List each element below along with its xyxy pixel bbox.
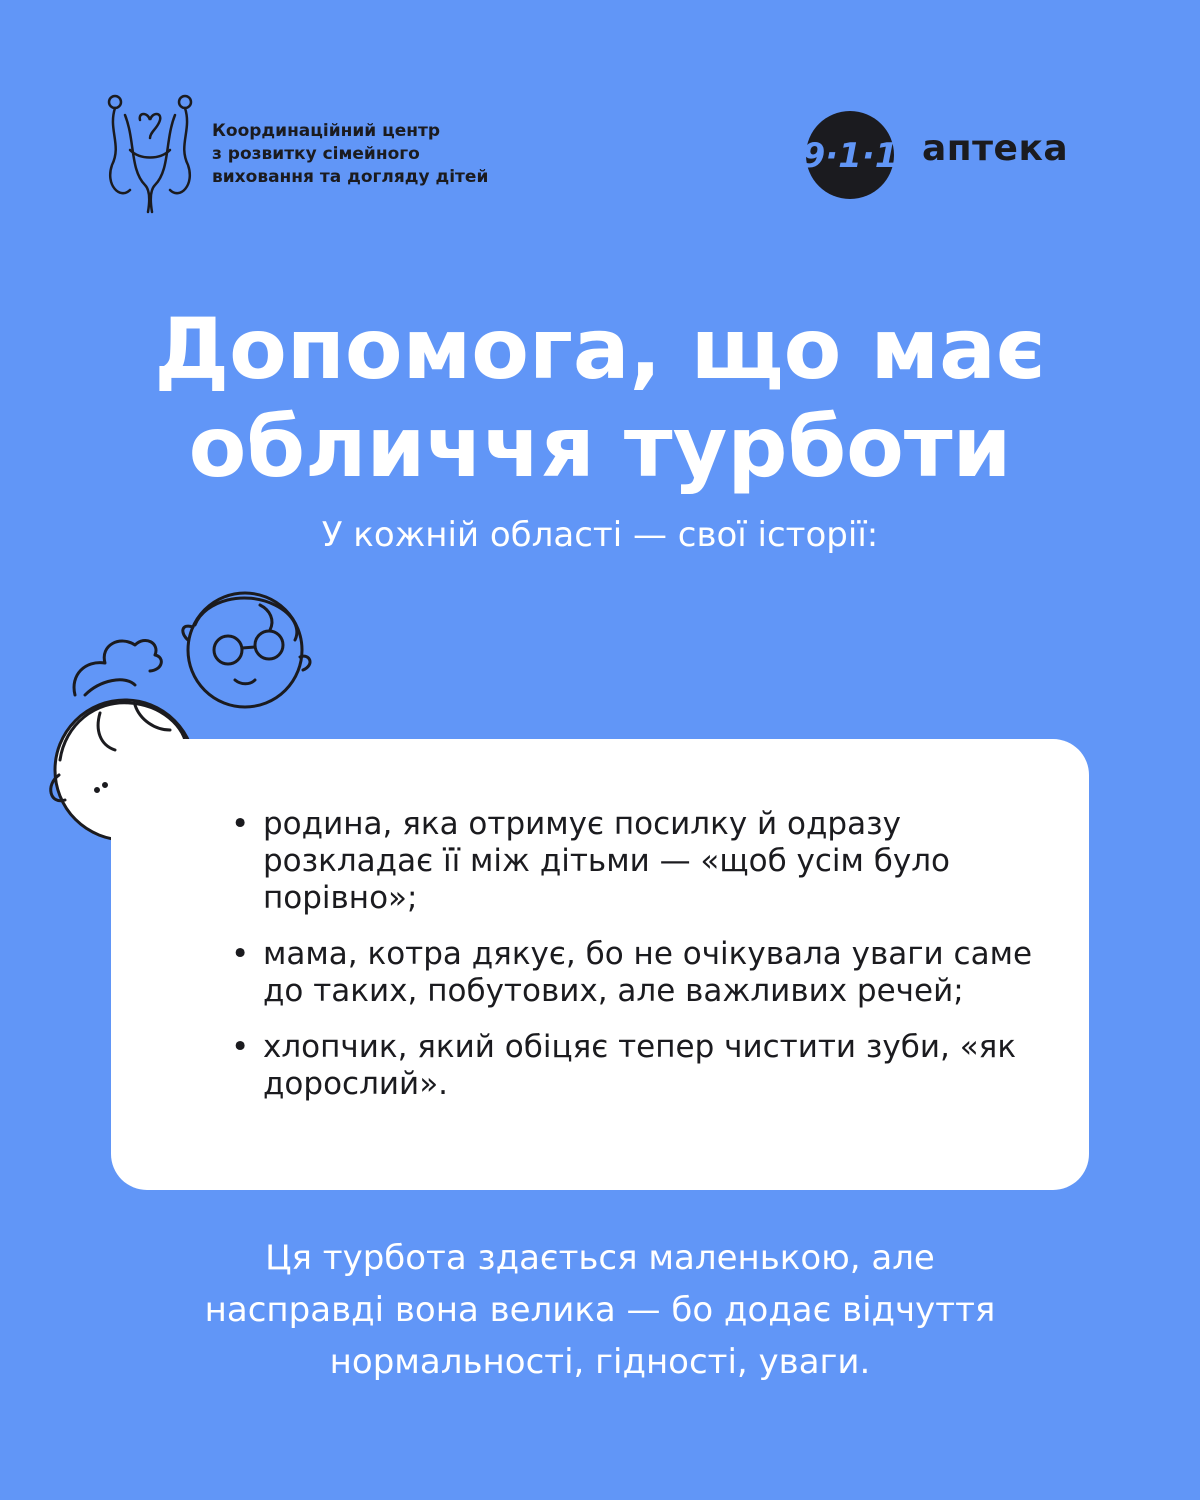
title-line: Допомога, що має [154,300,1046,398]
footer-line: нормальності, гідності, уваги. [329,1342,871,1382]
footer-line: Ця турбота здається маленькою, але [265,1238,935,1278]
org-name [212,120,542,189]
story-item: • мама, котра дякує, бо не очікувала уваги саме до таких, побутових, але важливих речей; [263,936,1043,1010]
partner-logo [800,100,1100,210]
subtitle: У кожній області — свої історії: [321,515,879,555]
footer-line: насправді вона велика — бо додає відчуття [204,1290,996,1330]
title-line: обличчя турботи [188,398,1012,496]
story-item: • родина, яка отримує посилку й одразу розкладає її між дітьми — «щоб усім було порівно»; [263,806,1043,917]
stories-list [263,806,1043,1122]
partner-name: аптека [922,128,1069,169]
org-name-line: Координаційний центр [212,121,441,141]
org-logo [100,90,540,220]
partner-logo-mark: 9·1·1 [801,136,899,176]
family-figures-logo-icon [100,90,200,220]
story-item: • хлопчик, який обіцяє тепер чистити зуби, «як дорослий». [263,1029,1043,1103]
org-name-line: виховання та догляду дітей [212,167,489,187]
footer-text [0,1232,1200,1388]
911-circle-logo-icon [800,103,900,203]
org-name-line: з розвитку сімейного [212,144,420,164]
page-title [0,300,1200,496]
